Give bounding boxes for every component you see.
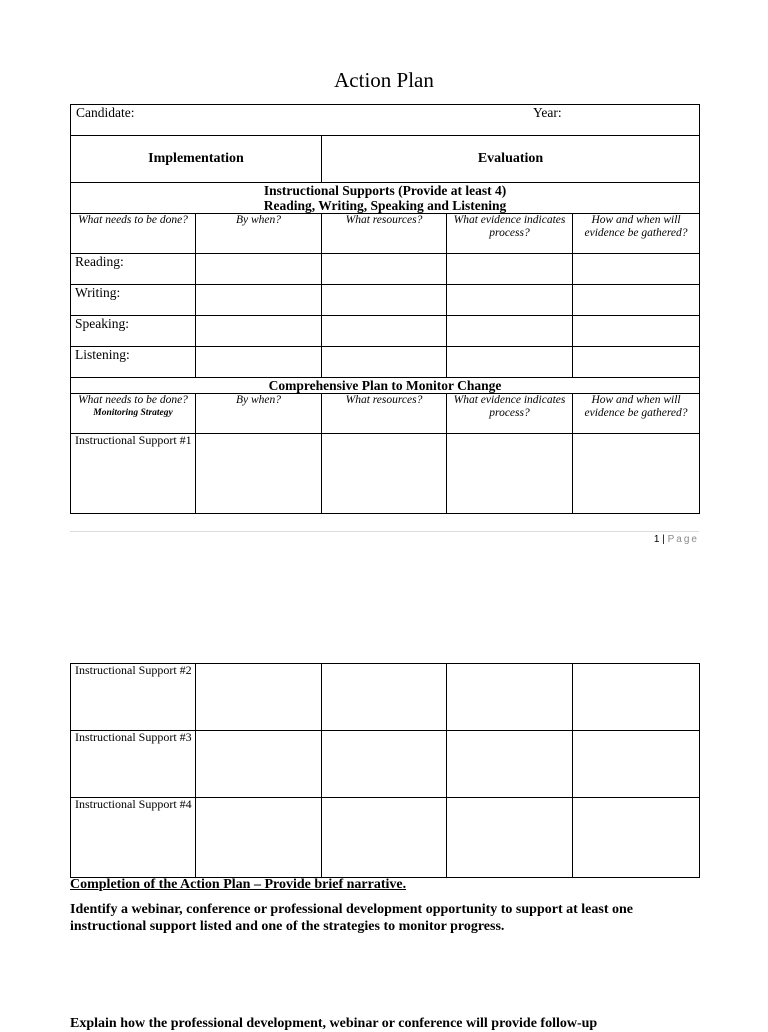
col-header-what-2: What needs to be done? Monitoring Strategy	[71, 394, 196, 434]
candidate-label: Candidate:	[76, 105, 135, 120]
col-header-resources-2: What resources?	[322, 394, 447, 434]
table-row	[71, 434, 700, 514]
column-header-row-2	[71, 394, 700, 434]
col-header-resources: What resources?	[322, 214, 447, 254]
instruction-paragraph-2: Explain how the professional development, webinar or conference will provide follow-up	[70, 1016, 598, 1031]
instructional-support-1-label: Instructional Support #1	[71, 434, 196, 514]
row-label-writing: Writing:	[71, 285, 196, 316]
evaluation-heading: Evaluation	[322, 136, 700, 183]
monitoring-strategy-note: Monitoring Strategy	[93, 408, 173, 418]
col-header-what: What needs to be done?	[71, 214, 196, 254]
action-plan-table-continued	[70, 663, 700, 878]
page-footer-divider	[70, 531, 699, 532]
section2-heading: Comprehensive Plan to Monitor Change	[71, 378, 700, 394]
row-label-reading: Reading:	[71, 254, 196, 285]
page-number: 1 | Page	[653, 534, 699, 545]
table-row	[71, 316, 700, 347]
document-title: Action Plan	[334, 68, 434, 92]
col-header-gathered-2: How and when will evidence be gathered?	[573, 394, 700, 434]
instructional-support-3-label: Instructional Support #3	[71, 731, 196, 798]
section1-heading: Instructional Supports (Provide at least 4) Reading, Writing, Speaking and Listening	[71, 183, 700, 214]
table-row	[71, 798, 700, 878]
section2-heading-row	[71, 378, 700, 394]
table-row	[71, 664, 700, 731]
implementation-heading: Implementation	[71, 136, 322, 183]
instruction-paragraph-1: Identify a webinar, conference or professional development opportunity to support at least one instructional support listed and one of the strategies to monitor progress.	[70, 902, 633, 934]
instructional-support-2-label: Instructional Support #2	[71, 664, 196, 731]
row-label-listening: Listening:	[71, 347, 196, 378]
col-header-by-when-2: By when?	[196, 394, 322, 434]
candidate-row	[71, 105, 700, 136]
col-header-gathered: How and when will evidence be gathered?	[573, 214, 700, 254]
narrative-heading: Completion of the Action Plan – Provide brief narrative.	[70, 877, 407, 892]
table-row	[71, 731, 700, 798]
table-row	[71, 285, 700, 316]
row-label-speaking: Speaking:	[71, 316, 196, 347]
impl-eval-row	[71, 136, 700, 183]
year-label: Year:	[533, 105, 562, 120]
column-header-row	[71, 214, 700, 254]
table-row	[71, 347, 700, 378]
col-header-evidence-2: What evidence indicates process?	[447, 394, 573, 434]
col-header-by-when: By when?	[196, 214, 322, 254]
instructional-support-4-label: Instructional Support #4	[71, 798, 196, 878]
action-plan-table	[70, 104, 700, 514]
col-header-evidence: What evidence indicates process?	[447, 214, 573, 254]
table-row	[71, 254, 700, 285]
section1-heading-row	[71, 183, 700, 214]
